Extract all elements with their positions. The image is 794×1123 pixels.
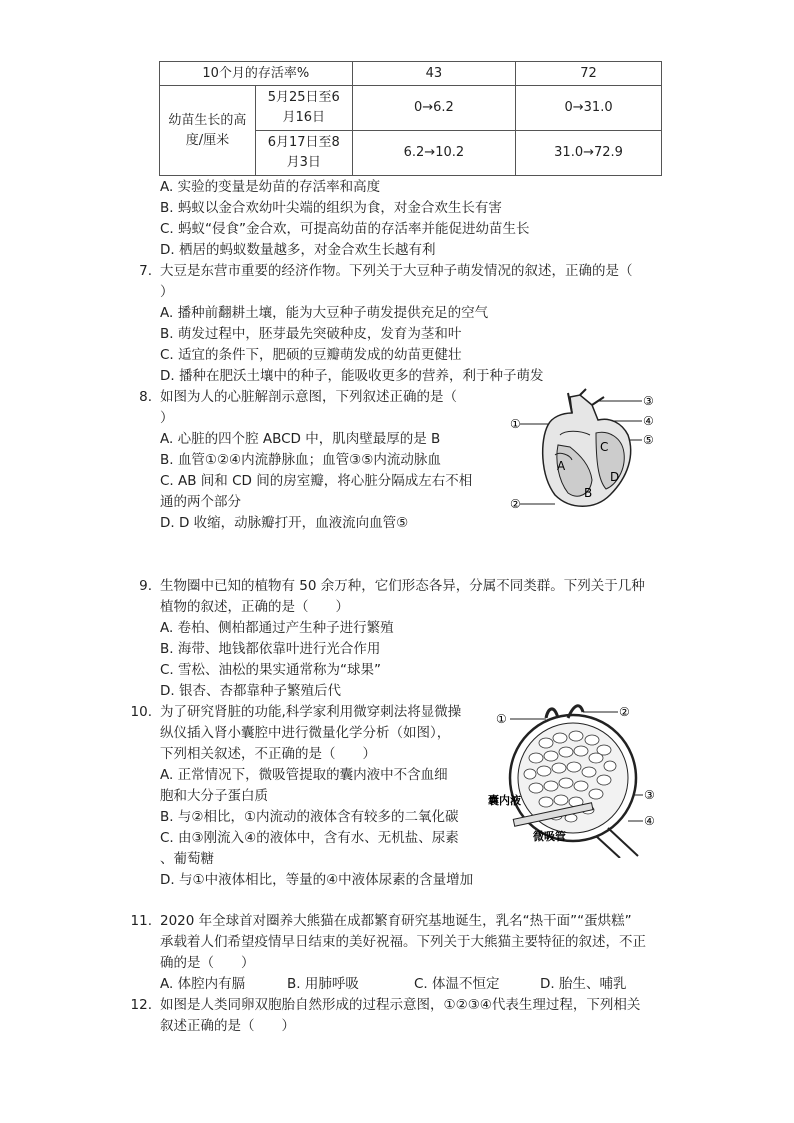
table-cell-period bbox=[255, 131, 352, 176]
q11-option-c: C. 体温不恒定 bbox=[414, 976, 500, 992]
table-cell: 0→31.0 bbox=[516, 86, 662, 131]
table-cell-survival-label: 10个月的存活率% bbox=[160, 62, 353, 86]
row-label-line: 度/厘米 bbox=[185, 132, 230, 148]
q8-option-a: A. 心脏的四个腔 ABCD 中，肌肉壁最厚的是 B bbox=[160, 431, 441, 447]
q7-option-c: C. 适宜的条件下，肥硕的豆瓣萌发成的幼苗更健壮 bbox=[160, 347, 462, 363]
question-number: 8. bbox=[139, 389, 152, 405]
fig-label: 囊内液 bbox=[488, 794, 521, 807]
q10-stem: 下列相关叙述，不正确的是（ ） bbox=[160, 746, 376, 762]
question-number: 10. bbox=[130, 704, 152, 720]
q6-option-b: B. 蚂蚁以金合欢幼叶尖端的组织为食，对金合欢生长有害 bbox=[160, 200, 502, 216]
table-cell: 43 bbox=[352, 62, 515, 86]
period-line: 月16日 bbox=[282, 110, 326, 125]
q11-stem: 承载着人们希望疫情早日结束的美好祝福。下列关于大熊猫主要特征的叙述，不正 bbox=[160, 934, 646, 950]
fig-label: ③ bbox=[644, 788, 655, 802]
q8-option-c: C. AB 间和 CD 间的房室瓣，将心脏分隔成左右不相 bbox=[160, 473, 473, 489]
q9-option-b: B. 海带、地钱都依靠叶进行光合作用 bbox=[160, 641, 381, 657]
fig-label: A bbox=[557, 459, 566, 473]
q10-option-c: C. 由③刚流入④的液体中，含有水、无机盐、尿素 bbox=[160, 830, 459, 846]
survival-growth-table bbox=[159, 61, 662, 176]
question-number: 11. bbox=[130, 913, 152, 929]
q10-option-a: A. 正常情况下，微吸管提取的囊内液中不含血细 bbox=[160, 767, 448, 783]
q11-option-a: A. 体腔内有膈 bbox=[160, 976, 246, 992]
fig-label: ② bbox=[510, 497, 521, 511]
q12-stem: 如图是人类同卵双胞胎自然形成的过程示意图，①②③④代表生理过程，下列相关 bbox=[160, 997, 641, 1013]
q11-stem: 2020 年全球首对圈养大熊猫在成都繁育研究基地诞生，乳名“热干面”“蛋烘糕” bbox=[160, 913, 632, 929]
fig-label: ⑤ bbox=[643, 433, 654, 447]
fig-label: 微吸管 bbox=[533, 830, 566, 843]
q7-stem: 大豆是东营市重要的经济作物。下列关于大豆种子萌发情况的叙述，正确的是（ bbox=[160, 263, 633, 279]
q6-option-a: A. 实验的变量是幼苗的存活率和高度 bbox=[160, 179, 381, 195]
q7-option-b: B. 萌发过程中，胚芽最先突破种皮，发育为茎和叶 bbox=[160, 326, 462, 342]
fig-label: D bbox=[610, 470, 620, 484]
q8-stem: ） bbox=[160, 410, 174, 426]
q8-option-b: B. 血管①②④内流静脉血；血管③⑤内流动脉血 bbox=[160, 452, 441, 468]
question-number: 7. bbox=[139, 263, 152, 279]
fig-label: ④ bbox=[644, 814, 655, 828]
q7-option-d: D. 播种在肥沃土壤中的种子，能吸收更多的营养，利于种子萌发 bbox=[160, 368, 544, 384]
q9-option-d: D. 银杏、杏都靠种子繁殖后代 bbox=[160, 683, 341, 699]
q10-option-a-cont: 胞和大分子蛋白质 bbox=[160, 788, 268, 804]
fig-label: ④ bbox=[643, 414, 654, 428]
question-number: 12. bbox=[130, 997, 152, 1013]
q9-option-c: C. 雪松、油松的果实通常称为“球果” bbox=[160, 662, 381, 678]
q10-option-b: B. 与②相比，①内流动的液体含有较多的二氧化碳 bbox=[160, 809, 459, 825]
heart-diagram bbox=[500, 385, 665, 515]
q6-option-d: D. 栖居的蚂蚁数量越多，对金合欢生长越有利 bbox=[160, 242, 436, 258]
row-label-line: 幼苗生长的高 bbox=[168, 112, 247, 128]
table-cell: 0→6.2 bbox=[352, 86, 515, 131]
q10-option-c-cont: 、葡萄糖 bbox=[160, 851, 214, 867]
q8-option-d: D. D 收缩，动脉瓣打开，血液流向血管⑤ bbox=[160, 515, 409, 531]
table-cell: 31.0→72.9 bbox=[516, 131, 662, 176]
renal-capsule-diagram bbox=[488, 698, 663, 858]
q9-option-a: A. 卷柏、侧柏都通过产生种子进行繁殖 bbox=[160, 620, 394, 636]
q9-stem: 生物圈中已知的植物有 50 余万种，它们形态各异，分属不同类群。下列关于几种 bbox=[160, 578, 645, 594]
q6-option-c: C. 蚂蚁“侵食”金合欢，可提高幼苗的存活率并能促进幼苗生长 bbox=[160, 221, 530, 237]
question-number: 9. bbox=[139, 578, 152, 594]
fig-label: ① bbox=[496, 712, 507, 726]
q10-stem: 为了研究肾脏的功能,科学家利用微穿刺法将显微操 bbox=[160, 704, 462, 720]
table-cell: 6.2→10.2 bbox=[352, 131, 515, 176]
fig-label: B bbox=[584, 486, 593, 500]
q10-option-d: D. 与①中液体相比，等量的④中液体尿素的含量增加 bbox=[160, 872, 474, 888]
table-cell-period bbox=[255, 86, 352, 131]
fig-label: C bbox=[600, 440, 609, 454]
period-line: 月3日 bbox=[286, 155, 321, 170]
q7-option-a: A. 播种前翻耕土壤，能为大豆种子萌发提供充足的空气 bbox=[160, 305, 489, 321]
q10-stem: 纵仪插入肾小囊腔中进行微量化学分析（如图）， bbox=[160, 725, 451, 741]
q8-option-c-cont: 通的两个部分 bbox=[160, 494, 241, 510]
q7-stem: ） bbox=[160, 284, 174, 300]
q11-option-b: B. 用肺呼吸 bbox=[287, 976, 359, 992]
table-cell-height-label bbox=[160, 86, 256, 176]
q8-stem: 如图为人的心脏解剖示意图，下列叙述正确的是（ bbox=[160, 389, 457, 405]
fig-label: ③ bbox=[643, 394, 654, 408]
fig-label: ① bbox=[510, 417, 521, 431]
q11-option-d: D. 胎生、哺乳 bbox=[540, 976, 627, 992]
fig-label: ② bbox=[619, 705, 630, 719]
q12-stem: 叙述正确的是（ ） bbox=[160, 1018, 295, 1034]
table-cell: 72 bbox=[516, 62, 662, 86]
q9-stem: 植物的叙述，正确的是（ ） bbox=[160, 599, 349, 615]
q11-stem: 确的是（ ） bbox=[160, 955, 255, 971]
period-line: 6月17日至8 bbox=[267, 135, 340, 150]
period-line: 5月25日至6 bbox=[267, 90, 340, 105]
